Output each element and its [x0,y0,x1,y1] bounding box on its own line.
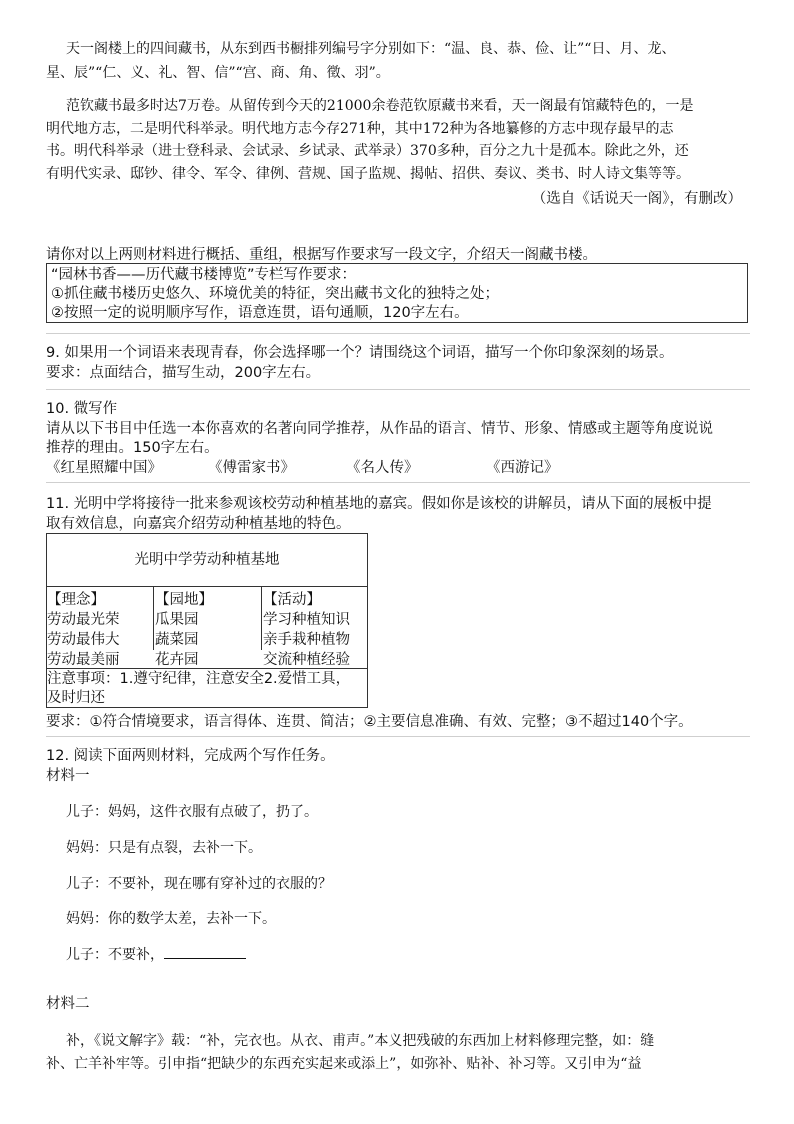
dialog-line: 儿子：不要补，现在哪有穿补过的衣服的？ [66,876,332,892]
passage-para1-line2: 星、辰”“仁、义、礼、智、信”“宫、商、角、徵、羽”。 [46,65,390,81]
column-header: 【理念】 [47,592,105,608]
material2-line2: 补、亡羊补牢等。引申指“把缺少的东西充实起来或添上”，如弥补、贴补、补习等。又引申为“益 [46,1056,642,1072]
board-notes [47,668,367,708]
passage-para2-line1: 范钦藏书最多时达7万卷。从留传到今天的21000余卷范钦原藏书来看，天一阁最有馆藏特色的，一是 [66,98,694,114]
q11-prompt-line1: 11. 光明中学将接待一批来参观该校劳动种植基地的嘉宾。假如你是该校的讲解员，请从下面的展板中提 [46,496,712,512]
q10-prompt-line1: 请从以下书目中任选一本你喜欢的名著向同学推荐，从作品的语言、情节、形象、情感或主题等角度说说 [46,421,713,437]
requirement-1: ①抓住藏书楼历史悠久、环境优美的特征，突出藏书文化的独特之处； [51,286,499,302]
divider [46,482,750,483]
answer-blank[interactable] [164,944,246,959]
column-item: 瓜果园 [155,612,199,628]
column-header: 【园地】 [155,592,213,608]
book-option: 《名人传》 [346,460,419,476]
column-item: 劳动最美丽 [47,652,120,668]
divider [46,333,750,334]
q11-prompt-line2: 取有效信息，向嘉宾介绍劳动种植基地的特色。 [46,516,351,532]
material2-line1: 补，《说文解字》载：“补，完衣也。从衣、甫声。”本义把残破的东西加上材料修理完整，如：缝 [66,1033,655,1049]
passage-para1-line1: 天一阁楼上的四间藏书，从东到西书橱排列编号字分别如下：“温、良、恭、俭、让”“日、月、龙、 [66,41,676,57]
column-item: 劳动最光荣 [47,612,120,628]
dialog-line: 妈妈：只是有点裂，去补一下。 [66,840,262,856]
passage-para2-line3: 书。明代科举录（进士登科录、会试录、乡试录、武举录）370多种，百分之九十是孤本。除此之外，还 [46,143,689,159]
requirements-title: “园林书香——历代藏书楼博览”专栏写作要求： [51,267,357,283]
display-board [46,533,368,708]
material2-title: 材料二 [46,996,90,1012]
task8-intro: 请你对以上两则材料进行概括、重组，根据写作要求写一段文字，介绍天一阁藏书楼。 [46,247,597,263]
passage-source: （选自《话说天一阁》，有删改） [531,191,742,207]
q12-prompt: 12. 阅读下面两则材料，完成两个写作任务。 [46,748,335,764]
q9-prompt: 9. 如果用一个词语来表现青春，你会选择哪一个？请围绕这个词语，描写一个你印象深刻的场景。 [46,345,674,361]
dialog-line: 儿子：不要补， [66,947,164,963]
column-item: 亲手栽种植物 [263,632,350,648]
column-item: 交流种植经验 [263,652,350,668]
dialog-line-with-blank [66,944,246,964]
q10-prompt-line2: 推荐的理由。150字左右。 [46,440,219,456]
requirement-2: ②按照一定的说明顺序写作，语意连贯，语句通顺，120字左右。 [51,305,469,321]
column-item: 花卉园 [155,652,199,668]
column-item: 学习种植知识 [263,612,350,628]
column-item: 劳动最伟大 [47,632,120,648]
passage-para2-line2: 明代地方志，二是明代科举录。明代地方志今存271种，其中172种为各地纂修的方志中现存最早的志 [46,121,674,137]
material1-title: 材料一 [46,768,90,784]
divider [46,736,750,737]
notes-line: 及时归还 [47,690,105,706]
q9-requirement: 要求：点面结合，描写生动，200字左右。 [46,365,321,381]
notes-line: 注意事项：1.遵守纪律，注意安全2.爱惜工具， [47,671,351,687]
dialog-line: 妈妈：你的数学太差，去补一下。 [66,911,276,927]
dialog-line: 儿子：妈妈，这件衣服有点破了，扔了。 [66,804,318,820]
passage-para2-line4: 有明代实录、邸钞、律令、军令、律例、营规、国子监规、揭帖、招供、奏议、类书、时人诗文集等等。 [46,166,690,182]
column-divider [153,586,154,650]
board-title: 光明中学劳动种植基地 [47,534,367,587]
q11-requirement: 要求：①符合情境要求，语言得体、连贯、简洁；②主要信息准确、有效、完整；③不超过140个字。 [46,714,693,730]
book-option: 《西游记》 [486,460,559,476]
divider [46,389,750,390]
q10-title: 10. 微写作 [46,401,118,417]
column-header: 【活动】 [263,592,321,608]
column-divider [261,586,262,650]
column-item: 蔬菜园 [155,632,199,648]
book-option: 《红星照耀中国》 [46,460,162,476]
book-option: 《傅雷家书》 [208,460,295,476]
writing-requirements-box [46,263,748,323]
